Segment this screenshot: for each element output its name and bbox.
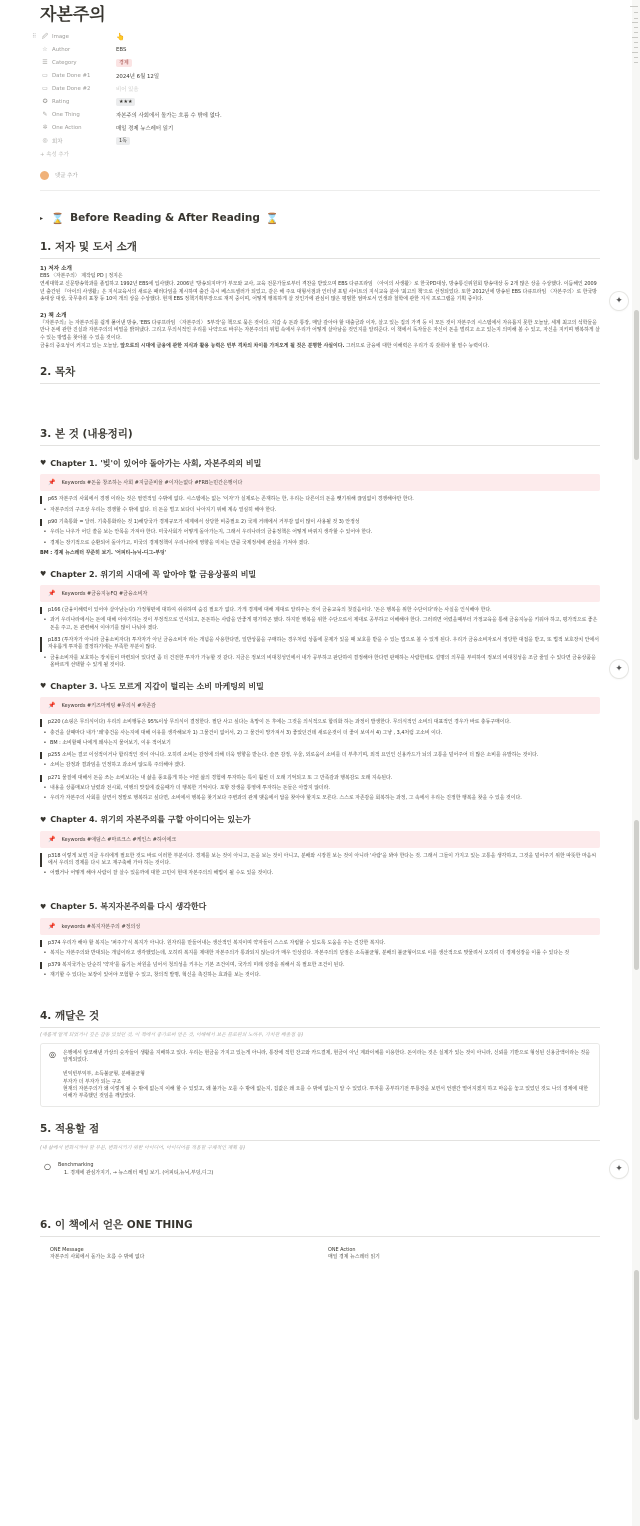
- bullet-text: 우리가 자본주의 사회를 살면서 정말로 행복하고 싶다면, 소비에서 행복을 찾기보다 주변과의 관계 맺음에서 답을 찾아야 할지도 모른다. 스스로 자존감을 회복하는 과정, 그 속에서 우리는 진정한 행복을 찾을 수 있을 것이다.: [50, 795, 522, 802]
- toggle-label: Before Reading & After Reading: [70, 212, 260, 224]
- ai-assist-icon[interactable]: ✦: [610, 292, 628, 310]
- one-action-column: [322, 1247, 600, 1262]
- property-value-text: ★★★: [116, 98, 135, 106]
- quote-block: p318 이렇게 보면 지금 우리에게 필요한 것도 바로 이러한 부분이다. 경제를 보는 것이 아니고, 돈을 보는 것이 아니고, 분배와 시장원 보는 것이 아니라 '사람'을 봐야 한다는 것. 그래서 그들이 가지고 있는 고통을 생각하고, 그것을 덜어주기 위한 따뜻한 마음씨에서 우리의 경제를 다시 보고 재구축해 가야 하는 것이다.: [40, 853, 600, 868]
- insight-line: 부자가 더 부자가 되는 구조: [63, 1078, 122, 1085]
- bullet-text: 자본주의의 구조상 우리는 경쟁할 수 밖에 없다. 더 돈을 벌고 보다더 나아지기 위해 계속 열심히 해야 한다.: [50, 506, 277, 513]
- apply-heading: Benchmarking: [58, 1162, 94, 1169]
- section-heading: 3. 본 것 (내용정리): [40, 426, 600, 446]
- chapter-heading: [40, 456, 600, 470]
- quote-block: p183 (투자자가 아니라 금융소비자다) 투자자가 아닌 금융소비자 라는 개념을 사용한다면, 일반상품을 구매하는 경우처럼 상품에 문제가 있을 때 보호를 받을 수 있는 법으로 볼 수 있게 된다. 우리가 금융소비자로서 정당한 대접을 받고, 또 법적 보호장치 안에서 자유롭게 투자를 결정하기에는 부족한 부분이 많다.: [40, 637, 600, 652]
- scroll-thumb[interactable]: [634, 310, 639, 460]
- toc-outline-mark[interactable]: [634, 42, 638, 43]
- property-key[interactable]: [40, 59, 116, 66]
- insight-body: [63, 1050, 591, 1101]
- apply-callout: [40, 1156, 600, 1183]
- toc-outline-mark[interactable]: [634, 47, 638, 48]
- property-key[interactable]: [40, 32, 116, 42]
- bullet-text: BM : 소비할때 나에게 왜샤는지 물어보기, 이유 적어보기: [50, 739, 171, 746]
- property-row[interactable]: [40, 134, 600, 147]
- quote-block: p255 소비는 결코 이성적이거나 합리적인 것이 아니다. 오히려 소비는 감정에 의해 더욱 영향을 받는다. 슬픈 감정, 우울, 외로움이 소비를 더 부추기며, 외적 요인인 신용카드가 뇌의 고통을 덜어주어 더 많은 소비를 유발하는 것이다.: [40, 752, 600, 759]
- property-row[interactable]: [40, 69, 600, 82]
- toc-outline-mark[interactable]: [630, 6, 638, 7]
- pushpin-icon: 📌: [48, 479, 56, 487]
- section-heading: 2. 목차: [40, 364, 600, 384]
- property-value-text: 1독: [116, 137, 130, 145]
- heart-icon: ♥: [40, 682, 47, 691]
- add-comment-row[interactable]: [40, 160, 600, 191]
- quote-block: p271 물질에 대해서 돈을 쓰는 소비보다는 내 삶을 풍요롭게 하는 어떤 삶의 경험에 투자하는 특이 훨씬 더 오래 기억되고 또 그 만족감과 행복감도 오래 지속된다.: [40, 775, 600, 782]
- keywords-callout: [40, 697, 600, 714]
- section-heading: 4. 깨달은 것: [40, 1008, 600, 1028]
- toc-outline-mark[interactable]: [634, 32, 638, 33]
- property-icon: ✎: [42, 111, 48, 118]
- bullet-text: 금융소비자를 보호하는 장치들이 마련되어 있다면 좀 더 건전한 투자가 가능할 것 같다. 지금은 정보의 비대칭성인에서 내가 공부하고 판단하여 결정해야 한다면 판매하는 사람한테도 설명의 의무를 부여하여 정보의 비대칭성을 조금 줄일 수 있다면 금융상품을 올바르게 선택할 수 있게 될 것이다.: [50, 654, 596, 668]
- bullet-item: [40, 762, 600, 769]
- bullet-text: 충건을 살때마다 내가 '왜'충건을 사는지에 대해 이유를 생각해보자 1) 그물건이 없어서, 2) 그 물건이 망가져서 3) 좋았던건데 새로운것이 더 좋이 보여서 4) 그냥 , 3,4처럼 고소비 이다.: [50, 729, 443, 736]
- bullet-text: 우리는 나우가 어딘 쓸을 보는 안목을 가져야 한다. 미국사회가 어떻게 돌아가는지, 그래서 우리나라의 금융정책은 어떻게 바뀌지 생각할 수 있어야 한다.: [50, 529, 373, 536]
- property-value[interactable]: [116, 47, 126, 53]
- sub-heading: 1) 저자 소개: [40, 266, 72, 272]
- bullet-icon: •: [43, 949, 47, 956]
- chapter-heading: [40, 567, 600, 581]
- apply-body: [58, 1162, 213, 1177]
- chapter-title: Chapter 5. 복지자본주의를 다시 생각한다: [50, 902, 207, 911]
- bullet-icon: •: [43, 972, 47, 979]
- property-icon: ✪: [42, 98, 48, 105]
- property-row[interactable]: [40, 43, 600, 56]
- property-icon: ☆: [42, 46, 48, 53]
- property-key-label: Date Done #1: [52, 72, 91, 79]
- property-key[interactable]: [40, 98, 116, 105]
- empty-block: [40, 980, 600, 996]
- toc-outline-mark[interactable]: [634, 12, 638, 13]
- paragraph: 『자본주의』는 자본주의를 쉽게 풀어낸 방송, 'EBS 다큐프라임 〈자본주의〉 5부작'을 책으로 묶은 것이다. 지갑 속 돈과 통장, 매달 갚아야 할 대출금과 이자, 살고 있는 집의 가격 등 이 모든 것이 자본주의 시스템에서 자유롭지 못한 오늘날, 세계 최고의 석학들을 만나 돈에 관한 진실과 자본주의의 비밀을 밝혀냈다. 그리고 무의식적인 우리를 나약으로 바꾸는 자본주의의 위험 속에서 우리가 어떻게 살아남을 것인지를 알려준다. 이 책에서 독자들은 자신이 돈을 벌려고 소고 있는지 의미해 볼 수 있고, 자신을 지키며 행복하게 살 수 있는 방법을 찾아볼 수 있을 것이다.: [40, 320, 600, 341]
- quote-block: p220 (쇼핑은 무의식이다) 우리의 소비행동은 95%이상 무의식이 결정한다. 필단 사고 싶다는 욕망이 든 후에는 그것을 의식적으로 합리화 하는 과정이 발생한다. 무의식적인 소비의 대표적인 경우가 바로 충동구매이다.: [40, 719, 600, 726]
- heart-icon: ♥: [40, 459, 47, 468]
- heart-icon: ♥: [40, 815, 47, 824]
- toc-outline-mark[interactable]: [634, 18, 638, 19]
- property-row[interactable]: [40, 56, 600, 69]
- one-message-value: 자본주의 사회에서 돌가는 흐름 수 밖에 없다: [50, 1254, 145, 1261]
- bullet-item: [40, 507, 600, 514]
- one-message-heading: ONE Message: [50, 1247, 84, 1254]
- empty-block: [40, 384, 600, 414]
- bullet-text: 내용을 상품매보다 날렸과 전시회, 여행의 맛집에 갔을때가 더 행복한 기억이다. 포항 장생을 통영에 투자하는 돈들은 아깝지 않더라.: [50, 785, 330, 792]
- property-row[interactable]: [40, 108, 600, 121]
- pushpin-icon: 📌: [48, 922, 56, 930]
- property-key-label: Category: [52, 59, 77, 66]
- target-icon: ◎: [49, 1049, 56, 1059]
- property-value-text: 👆: [116, 32, 125, 41]
- heart-icon: ♥: [40, 570, 47, 579]
- avatar: [40, 171, 49, 180]
- property-key-label: One Action: [52, 124, 82, 131]
- hourglass-icon: ⌛: [265, 212, 279, 225]
- drag-handle-icon[interactable]: ⠿: [32, 33, 37, 40]
- property-value-text: EBS: [116, 46, 127, 53]
- property-icon: 🖉: [41, 32, 49, 40]
- bullet-icon: •: [43, 539, 47, 546]
- paragraph: BM : 경제 뉴스레터 꾸준히 보기. '어피티-뉴닉-디그-부딩': [40, 549, 167, 556]
- property-key[interactable]: [40, 85, 116, 92]
- bullet-icon: •: [43, 654, 47, 661]
- page-title: 자본주의: [40, 5, 106, 25]
- chapter-title: Chapter 3. 나도 모르게 지갑이 털리는 소비 마케팅의 비밀: [50, 681, 264, 691]
- chapter-heading: [40, 813, 600, 827]
- bullet-icon: •: [43, 506, 47, 513]
- bullet-icon: •: [43, 729, 47, 736]
- insight-line: 현재의 자본주의가 왜 이렇게 될 수 밖에 없는지 이해 할 수 있었고, 왜 불가는 오를 수 밖에 없는지, 집값은 왜 오를 수 밖에 없는지 알 수 있었다. 투자를 공부하기전 투룡장을 보면서 언젠간 떨어지겠지 하고 마음을 놓고 있었던 것도 나의 경제에 대한 이해가 부족했던 것임을 깨달았다.: [63, 1085, 589, 1100]
- toc-outline-mark[interactable]: [632, 22, 638, 23]
- chapter-heading: [40, 679, 600, 693]
- property-value-text: 매일 경제 뉴스레터 읽기: [116, 125, 174, 132]
- section-note: (내 삶에서 변화시켜야 할 부분, 변화시키기 위한 아이디어, 아이디어를 적용할 구체적인 계획 등): [40, 1145, 246, 1152]
- quote-block: p65 자본주의 사회에서 경쟁 이라는 것은 필연적일 수밖에 없다. 시스템에는 없는 '이자'가 실제로는 존재하는 한, 우리는 다른이의 돈을 뺏기위해 끊임없이 경쟁해야만 한다.: [40, 496, 600, 503]
- property-value-text: 2024년 6월 12일: [116, 73, 160, 80]
- property-key-label: Author: [52, 46, 71, 53]
- property-key[interactable]: [40, 46, 116, 53]
- keywords-callout: [40, 474, 600, 491]
- property-key[interactable]: [40, 72, 116, 79]
- quote-block: p90 기축통화 = 달러. 기축통화라는 것 1)해당국가 경제규모가 세계에서 상당한 비중필요 2) 국제 거래에서 거부감 없이 많이 사용될 것 3) 안정성: [40, 519, 600, 526]
- quote-block: p379 복지국가는 단순히 '약자'를 돕기는 차원을 넘어서 청의성을 키우는 기본 조건이며, 국가의 미래 성장을 위해서 꼭 필요한 조건이 된다.: [40, 962, 600, 969]
- property-key-label: One Thing: [52, 111, 80, 118]
- chapter-title: Chapter 4. 위기의 자본주의를 구할 아이디어는 있는가: [50, 815, 251, 825]
- pushpin-icon: 📌: [48, 590, 56, 598]
- add-property-button[interactable]: [40, 147, 600, 160]
- bullet-item: [40, 870, 600, 877]
- property-value-text: 자본주의 사회에서 돌가는 흐름 수 밖에 없다.: [116, 112, 222, 119]
- properties: [32, 30, 600, 160]
- bullet-icon: •: [43, 795, 47, 802]
- bullet-item: [40, 730, 600, 737]
- bullet-icon: •: [43, 785, 47, 792]
- insight-line: 은행에서 탕코해낸 가상의 숫자들이 생활을 지배하고 있다. 우리는 현금을 가지고 있는게 아니라, 통장에 적힌 잔고와 카드결제, 현금이 아닌 계좌이체를 이용한다. 돈이라는 것은 실제가 있는 것이 아니라, 신뢰를 기반으로 형성된 신용금액이라는 것을 알게되었다.: [63, 1049, 590, 1063]
- bullet-text: 복지는 자본주의와 반대되는 개념이라고 생각했었는데, 오히려 복지를 제대한 자본주의가 통과되지 않는다가 매우 인상깊다. 자본주의의 단점은 소득불균형, 분배의 불균형이므로 이를 생산적으로 맞물려서 오히려 더 경제성장을 이룰 수 있다는 것: [50, 949, 570, 956]
- bullet-item: [40, 617, 600, 632]
- property-icon: ◎: [42, 137, 48, 144]
- chapter-heading: [40, 900, 600, 914]
- property-row[interactable]: [40, 121, 600, 134]
- empty-block: [40, 878, 600, 890]
- bullet-item: [40, 529, 600, 536]
- insight-callout: [40, 1043, 600, 1108]
- bullet-icon: •: [43, 617, 47, 624]
- bullet-item: [40, 972, 600, 979]
- property-icon: ▭: [42, 85, 48, 92]
- property-value[interactable]: [116, 111, 222, 119]
- quote-block: p374 우리가 해야 할 복지는 '퍼주기'식 복지가 아니다. 원자리를 만들어내는 생산적인 복지이며 약자들이 스스로 자립할 수 있도록 도움을 주는 건강한 복지다.: [40, 940, 600, 947]
- keywords-text: Keywords #돈을 창조하는 사회 #지급준비율 #이자는없다 #FRB는민간은행이다: [61, 480, 243, 487]
- bullet-icon: •: [43, 870, 47, 877]
- property-key-label: 회차: [52, 138, 63, 145]
- apply-item: 1. 경제에 관심가지기, → 뉴스레터 매일 보기. (어피티,뉴닉,부딩,디그): [64, 1169, 214, 1176]
- one-action-heading: ONE Action: [328, 1247, 356, 1254]
- quote-block: p166 (금융이해력이 있어야 살아남는다) 가정형편에 대하여 쉬쉬하며 숨김 필요가 없다. 가게 경제에 대해 제대로 알려주는 것이 금융교육의 첫걸음이다. '돈은 행복을 위한 수단이다'라는 사실을 인식해야 한다.: [40, 607, 600, 614]
- bullet-item: [40, 950, 600, 957]
- sub-heading: 2) 책 소개: [40, 313, 67, 320]
- toc-outline-mark[interactable]: [634, 57, 638, 58]
- bullet-text: 경제는 장기적으로 순환되어 돌아가고, 미국의 경제정책이 우리나라에 영향을 미치는 만큼 국제정세에 관심을 가져야 겠다.: [50, 539, 310, 546]
- scroll-thumb[interactable]: [634, 1270, 639, 1420]
- property-row[interactable]: [40, 82, 600, 95]
- toggle-heading[interactable]: [40, 209, 600, 227]
- chapter-title: Chapter 1. '빚'이 있어야 돌아가는 사회, 자본주의의 비밀: [50, 458, 262, 468]
- add-comment-label: 댓글 추가: [55, 173, 78, 179]
- property-key[interactable]: [40, 111, 116, 118]
- property-icon: ☰: [42, 59, 48, 66]
- property-value-text: 경제: [116, 59, 132, 67]
- bullet-text: 어쨌거나 어떻게 해야 사람이 잘 살수 있을까에 대한 고민이 현대 자본주의의 해법이 될 수도 있을 것이다.: [50, 870, 274, 877]
- chapter-title: Chapter 2. 위기의 시대에 꼭 알아야 할 금융상품의 비밀: [50, 569, 257, 579]
- bold-text-run: 앞으로의 시대에 금융에 관한 지식과 활용 능력은 빈부 격차의 차이를 가져오게 될 것은 분명한 사실이다.: [120, 343, 345, 350]
- keywords-text: Keywords #금융지능FQ #금융소비자: [61, 591, 148, 598]
- property-value[interactable]: [116, 85, 139, 93]
- section-heading: 6. 이 책에서 얻은 ONE THING: [40, 1217, 600, 1237]
- property-row[interactable]: [32, 30, 600, 43]
- bullet-item: [40, 540, 600, 547]
- section-heading: 5. 적용할 점: [40, 1121, 600, 1141]
- paragraph: EBS 〈자본주의〉 제작팀 PD | 정지은: [40, 273, 123, 279]
- bullet-icon: •: [43, 739, 47, 746]
- bullet-text: 소비는 감정과 결과임을 인정하고 과소비 않도록 주의해야 겠다.: [50, 762, 186, 769]
- bullet-text: 과거 우리나라에서는 돈에 대해 이야기하는 것이 부정적으로 인식되고, 돈돈하는 사람을 안좋게 평가하곤 했다. 하지만 행복을 위한 수단으로서 제대로 공부하고 이해해야 한다. 그러려면 어렸을때부터 가정교육을 통해 금융지능을 키워야 하고, 평가적으로 좋은돈을 주고, 돈 관련해서 이야기를 많이 나눠야 겠다.: [50, 617, 598, 631]
- one-message-column: [40, 1247, 322, 1262]
- property-value-text: 비어 있음: [116, 86, 139, 93]
- property-value[interactable]: [116, 59, 132, 67]
- keywords-callout: [40, 585, 600, 602]
- keywords-text: Keywords #키즈마케팅 #무의식 #자존감: [61, 703, 156, 710]
- section-heading: 1. 저자 및 도서 소개: [40, 239, 600, 259]
- property-key-label: Image: [52, 33, 69, 40]
- property-key[interactable]: [40, 124, 116, 131]
- toggle-triangle-icon[interactable]: ▸: [40, 214, 44, 222]
- keywords-callout: [40, 918, 600, 935]
- pushpin-icon: 📌: [48, 835, 56, 843]
- keywords-callout: [40, 831, 600, 848]
- bullet-icon: •: [43, 762, 47, 769]
- scroll-thumb[interactable]: [634, 820, 639, 970]
- scrollbar[interactable]: [632, 0, 640, 1526]
- pushpin-icon: 📌: [48, 702, 56, 710]
- paragraph: 연세대학교 신문방송학과를 졸업하고 1992년 EBS에 입사했다. 2006년 '방송되지마'가 부모와 교사, 교육 전문가들로부터 격찬을 받았으며 EBS 다큐프라임 〈아이의 사생활〉로 한국PD대상, 방송통신위원회 방송대상 등 2개 많은 상을 수상했다. 이듬해인 2009년 출간된 『아이의 사생활』은 지식교육서의 새로운 패러다임을 제시하며 출간 즉시 베스트셀러가 되었고, 같은 해 주요 대형서점과 인터넷 포털 사이트의 지식교육 분야 '최고의 책'으로 선정되었다. 또한 2012년에 방송된 EBS 다큐프라임 〈자본주의〉로 한국방송대상 대상, 국무총리 표창 등 10여 개의 상을 수상했다. 현재 EBS 정책기획부장으로 재직 중이며, 어떻게 행복하게 살 것인가에 관심이 많은 평범한 엄마로서 인생과 철학에 관한 지식 프로그램을 기획 중이다.: [40, 281, 597, 302]
- property-icon: ✲: [42, 124, 48, 131]
- one-action-value: 매일 경제 뉴스레터 읽기: [328, 1254, 380, 1261]
- toc-outline-mark[interactable]: [632, 52, 638, 53]
- toc-outline-mark[interactable]: [634, 27, 638, 28]
- property-key-label: Date Done #2: [52, 85, 91, 92]
- property-value[interactable]: [116, 137, 130, 145]
- bullet-text: 재기할 수 있다는 보장이 있어야 모험할 수 있고, 창의적 발명, 혁신을 촉진하는 효과를 보는 것이다.: [50, 972, 261, 979]
- property-value[interactable]: [116, 98, 135, 106]
- section-note: (새롭게 알게 되었거나 깊은 감동 있었던 것, 이 책에서 중가로써 얻은 것, 이해해서 보은 플로원의 노하우, 가치관 배울점 등): [40, 1031, 304, 1038]
- property-key[interactable]: [40, 137, 116, 145]
- text-run: 그러므로 금융에 대한 이해력은 우리가 꼭 갖춰야 할 필수 능력이다.: [345, 343, 489, 350]
- property-value[interactable]: [116, 124, 173, 132]
- property-value[interactable]: [116, 33, 125, 41]
- heart-icon: ♥: [40, 902, 47, 911]
- bullet-item: [40, 740, 600, 747]
- paragraph: [40, 343, 600, 350]
- property-value[interactable]: [116, 72, 159, 80]
- ai-assist-icon[interactable]: ✦: [610, 660, 628, 678]
- insight-line: 빈익빈부익부, 소득불균형, 분배불균형: [63, 1071, 145, 1078]
- ai-assist-icon[interactable]: ✦: [610, 1160, 628, 1178]
- keywords-text: keywords #복지자본주의 #정의성: [61, 923, 141, 930]
- add-property-label: + 속성 추가: [40, 151, 69, 158]
- bullet-item: [40, 655, 600, 670]
- hourglass-icon: ⌛: [51, 212, 65, 225]
- text-run: 금융의 중요성이 커지고 있는 오늘날,: [40, 343, 119, 350]
- keywords-text: Keywords #애덤스 #마르크스 #케인스 #하이에크: [61, 836, 177, 843]
- property-key-label: Rating: [52, 98, 70, 105]
- circle-icon: ○: [44, 1162, 51, 1172]
- empty-block: [40, 1183, 600, 1205]
- bullet-item: [40, 785, 600, 792]
- one-thing-columns: [40, 1247, 600, 1262]
- property-row[interactable]: [40, 95, 600, 108]
- bullet-icon: •: [43, 529, 47, 536]
- property-icon: ▭: [42, 72, 48, 79]
- bullet-item: [40, 795, 600, 802]
- toc-outline-mark[interactable]: [634, 62, 638, 63]
- toc-outline-mark[interactable]: [632, 37, 638, 38]
